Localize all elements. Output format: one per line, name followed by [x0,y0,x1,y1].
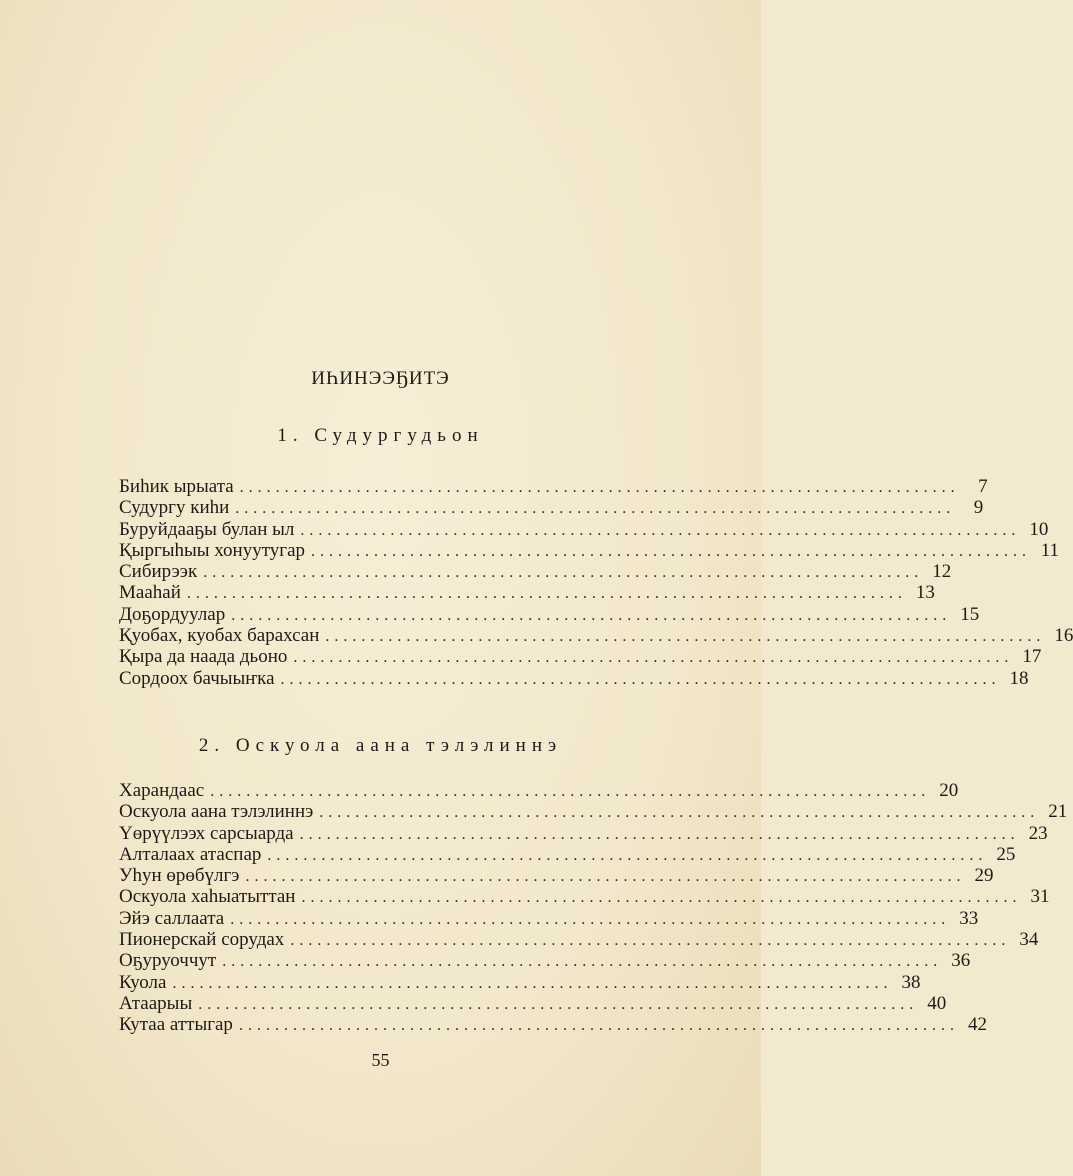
toc-entry-page: 25 [996,843,1016,865]
dot-leader: ................................................................................ [230,910,951,928]
toc-entry [119,950,971,972]
dot-leader: ................................................................................ [319,804,1040,822]
toc-entry-page: 12 [932,561,952,583]
toc-entry [119,843,1016,865]
toc-entry-page: 13 [915,582,935,604]
toc-entry-title: Сордоох бачыыҥка [119,667,275,689]
toc-entry [119,518,1049,540]
toc-entry-page: 18 [1009,667,1029,689]
toc-entry [119,1014,987,1036]
dot-leader: ................................................................................ [290,932,1011,950]
toc-entry-page: 21 [1048,801,1068,823]
dot-leader: ................................................................................ [301,889,1022,907]
toc-entry [119,780,959,801]
toc-entry [119,625,1073,647]
toc-entry-page: 31 [1030,886,1050,908]
contents-title: ИҺИНЭЭҔИТЭ [311,368,450,389]
toc-entry-page: 29 [974,865,994,887]
toc-entry-page: 9 [973,497,984,519]
toc-entry-title: Мааһай [119,582,181,604]
toc-entry-page: 42 [967,1014,987,1036]
dot-leader: ................................................................................ [210,783,931,800]
dot-leader: ................................................................................ [235,500,956,518]
toc-entry-title: Судургу киһи [119,497,230,519]
toc-entry-title: Харандаас [119,780,205,801]
toc-list-section-1 [119,476,1073,689]
toc-list-section-2 [119,780,1068,1036]
toc-entry [119,822,1048,844]
toc-entry-page: 33 [959,907,979,929]
dot-leader: ................................................................................ [311,542,1032,560]
toc-entry-page: 16 [1054,625,1073,647]
dot-leader: ................................................................................ [203,564,924,582]
toc-entry [119,865,994,887]
toc-entry [119,646,1042,668]
toc-entry [119,476,988,497]
toc-entry-title: Қыра да наада дьоно [119,646,288,668]
toc-entry-title: Пионерскай сорудах [119,929,285,951]
dot-leader: ................................................................................ [267,846,988,864]
dot-leader: ................................................................................ [245,868,966,886]
toc-entry-page: 36 [951,950,971,972]
toc-entry-title: Үөрүүлээх сарсыарда [119,822,294,844]
toc-entry-title: Кутаа аттыгар [119,1014,233,1036]
toc-entry [119,971,921,993]
toc-entry-page: 15 [960,603,980,625]
dot-leader: ................................................................................ [299,825,1020,843]
dot-leader: ................................................................................ [231,606,952,624]
toc-entry-page: 17 [1022,646,1042,668]
toc-entry-title: Алталаах атаспар [119,843,262,865]
toc-entry-page: 20 [939,780,959,801]
toc-entry [119,603,980,625]
toc-entry-page: 40 [927,992,947,1014]
toc-entry-title: Буруйдааҕы булан ыл [119,518,295,540]
toc-entry-title: Оҕуруоччут [119,950,217,972]
toc-entry-title: Уһун өрөбүлгэ [119,865,240,887]
dot-leader: ................................................................................ [172,974,893,992]
toc-entry [119,801,1068,823]
dot-leader: ................................................................................ [186,585,907,603]
toc-entry [119,929,1039,951]
dot-leader: ................................................................................ [280,670,1001,688]
toc-entry [119,667,1029,689]
toc-entry-title: Доҕордуулар [119,603,226,625]
toc-entry-page: 34 [1019,929,1039,951]
toc-entry-page: 23 [1028,822,1048,844]
section-heading-1: 1. Судургудьон [277,425,484,446]
dot-leader: ................................................................................ [198,995,919,1013]
toc-entry [119,497,984,519]
toc-entry-title: Оскуола аана тэлэлиннэ [119,801,314,823]
toc-entry-title: Эйэ саллаата [119,907,225,929]
toc-entry-title: Қыргыһыы хонуутугар [119,539,306,561]
toc-entry-title: Сибирээк [119,561,198,583]
dot-leader: ................................................................................ [325,628,1046,646]
toc-entry [119,582,935,604]
toc-entry [119,561,952,583]
toc-entry [119,886,1050,908]
toc-entry [119,539,1060,561]
toc-entry-title: Қуобах, куобах барахсан [119,625,320,647]
toc-entry-title: Оскуола хаһыатыттан [119,886,296,908]
toc-entry [119,992,947,1014]
dot-leader: ................................................................................ [239,479,960,496]
toc-entry-title: Биһик ырыата [119,476,234,497]
dot-leader: ................................................................................ [238,1017,959,1035]
toc-entry-title: Атаарыы [119,992,193,1014]
toc-entry [119,907,979,929]
toc-entry-title: Куола [119,971,167,993]
dot-leader: ................................................................................ [293,649,1014,667]
toc-entry-page: 7 [978,476,988,497]
toc-entry-page: 38 [901,971,921,993]
dot-leader: ................................................................................ [300,521,1021,539]
page-number: 55 [371,1050,390,1070]
section-heading-2: 2. Оскуола аана тэлэлиннэ [198,735,563,756]
dot-leader: ................................................................................ [222,953,943,971]
toc-entry-page: 10 [1029,518,1049,540]
toc-entry-page: 11 [1040,539,1060,561]
